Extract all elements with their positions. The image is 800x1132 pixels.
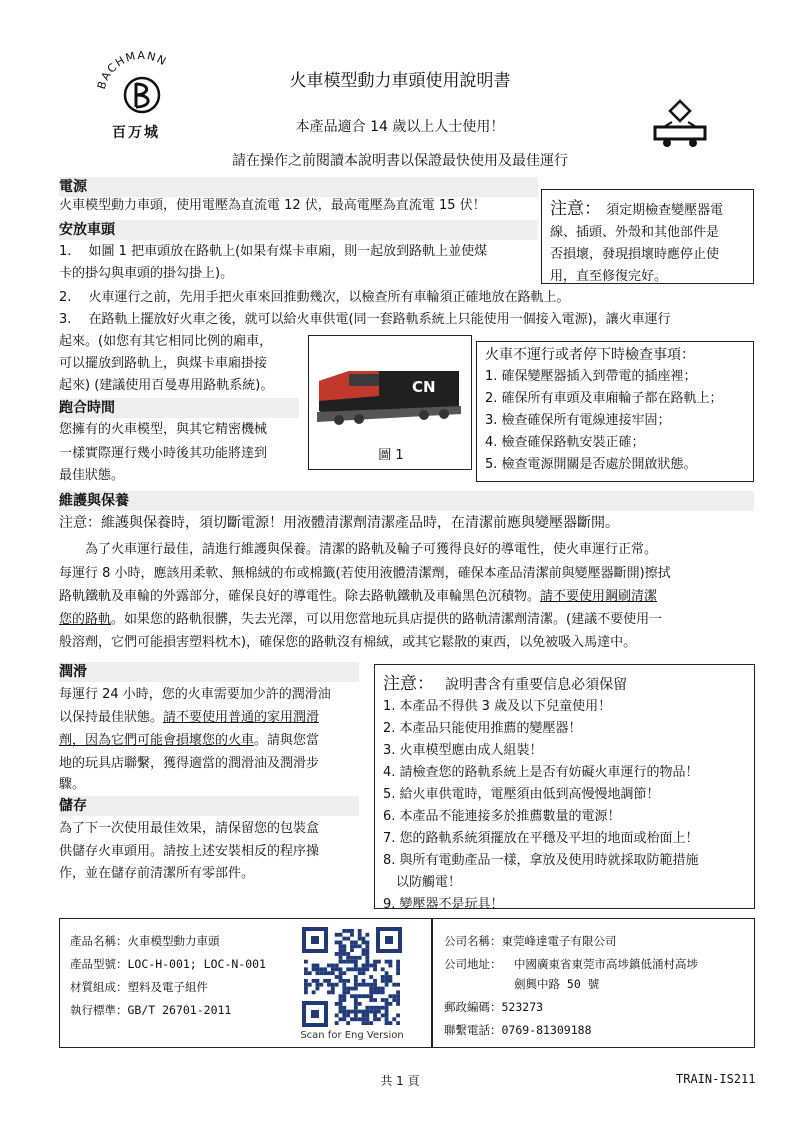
loco-mark: CN xyxy=(412,378,436,396)
figure-1 xyxy=(308,335,472,470)
product-info-box xyxy=(59,918,755,1048)
notice-item: 8. 與所有電動產品一樣，拿放及使用時就採取防範措施 xyxy=(383,853,699,868)
maint-text: 。如果您的路軌很髒，失去光澤，可以用您當地玩具店提供的路軌清潔劑清潔。(建議不要使用一 xyxy=(111,612,663,627)
troubleshoot-item: 4. 檢查確保路軌安裝正確； xyxy=(485,435,645,450)
notice-line: 線、插頭、外殼和其他部件是 xyxy=(550,225,720,240)
lube-underlined: 劑，因為它們可能會損壞您的火車 xyxy=(59,733,255,748)
maint-underlined: 請不要使用鋼刷清潔 xyxy=(540,589,658,604)
storage-line: 為了下一次使用最佳效果，請保留您的包裝盒 xyxy=(59,821,320,836)
lube-text: 以保持最佳狀態。 xyxy=(59,710,164,725)
maint-underlined: 您的路軌 xyxy=(59,612,112,627)
lube-line xyxy=(59,730,319,752)
product-material: 材質組成：塑料及電子組件 xyxy=(70,980,208,994)
maint-heading: 維護與保養 xyxy=(59,491,754,511)
logo-arc-text: BACHMANN xyxy=(94,48,170,91)
notice-title: 注意： xyxy=(550,199,601,219)
troubleshoot-item: 5. 檢查電源開關是否處於開啟狀態。 xyxy=(485,457,697,472)
product-standard: 執行標準：GB/T 26701-2011 xyxy=(70,1003,232,1017)
install-line: 3. 在路軌上擺放好火車之後，就可以給火車供電(同一套路軌系統上只能使用一個接入電源)，讓火車運行 xyxy=(59,312,671,327)
company-address-label: 公司地址： xyxy=(444,957,502,971)
notice-line: 須定期檢查變壓器電 xyxy=(606,203,724,218)
page-title: 火車模型動力車頭使用說明書 xyxy=(289,71,511,91)
notice-subtitle: 說明書含有重要信息必須保留 xyxy=(445,677,628,693)
storage-heading: 儲存 xyxy=(59,796,359,816)
runin-line: 最佳狀態。 xyxy=(59,468,125,483)
important-notice-box xyxy=(374,664,755,912)
notice-item: 5. 給火車供電時，電壓須由低到高慢慢地調節！ xyxy=(383,787,660,802)
wagon-icon xyxy=(650,98,710,150)
notice-item: 以防觸電！ xyxy=(383,875,462,890)
troubleshoot-box xyxy=(476,341,754,482)
maintenance-notice-box xyxy=(541,189,754,284)
lube-line: 驟。 xyxy=(59,777,86,792)
maint-text: 路軌鐵軌及車輪的外露部分，確保良好的導電性。除去路軌鐵軌及車輪黑色沉積物。 xyxy=(59,589,541,604)
company-phone: 聯繫電話：0769-81309188 xyxy=(444,1023,592,1037)
install-heading: 安放車頭 xyxy=(59,220,538,240)
storage-line: 供儲存火車頭用。請按上述安裝相反的程序操 xyxy=(59,844,320,859)
troubleshoot-item: 3. 檢查確保所有電線連接牢固； xyxy=(485,413,671,428)
lube-line: 每運行 24 小時，您的火車需要加少許的潤滑油 xyxy=(59,687,331,702)
notice-item: 3. 火車模型應由成人組裝！ xyxy=(383,743,543,758)
power-heading: 電源 xyxy=(59,177,538,197)
notice-item: 9. 變壓器不是玩具！ xyxy=(383,897,504,912)
lube-text: 。請與您當 xyxy=(254,733,320,748)
locomotive-image xyxy=(309,336,471,431)
troubleshoot-title: 火車不運行或者停下時檢查事項： xyxy=(485,347,695,363)
divider xyxy=(431,919,433,1047)
maint-warning: 注意：維護與保養時，須切斷電源！用液體清潔劑清潔產品時，在清潔前應與變壓器斷開。 xyxy=(59,515,619,531)
lube-line xyxy=(59,707,319,729)
install-line: 2. 火車運行之前，先用手把火車來回推動幾次，以檢查所有車輪須正確地放在路軌上。 xyxy=(59,290,570,305)
install-line: 起來) (建議使用百曼專用路軌系統)。 xyxy=(59,378,274,393)
product-model: 產品型號：LOC-H-001; LOC-N-001 xyxy=(70,957,266,971)
lube-underlined: 請不要使用普通的家用潤滑 xyxy=(163,710,320,725)
product-name: 產品名稱：火車模型動力車頭 xyxy=(70,934,220,948)
power-text: 火車模型動力車頭，使用電壓為直流電 12 伏，最高電壓為直流電 15 伏！ xyxy=(59,198,486,213)
age-notice: 本產品適合 14 歲以上人士使用！ xyxy=(295,119,505,135)
install-line: 卡的掛勾與車頭的掛勾掛上)。 xyxy=(59,266,234,281)
company-name: 公司名稱：東莞峰達電子有限公司 xyxy=(444,934,617,948)
maint-line: 為了火車運行最佳，請進行維護與保養。清潔的路軌及輪子可獲得良好的導電性，使火車運行正常。 xyxy=(59,542,658,557)
notice-title: 注意： xyxy=(383,674,434,694)
maint-line: 每運行 8 小時，應該用柔軟、無棉絨的布或棉籤(若使用液體清潔劑，確保本產品清潔前與變壓器斷開)擦拭 xyxy=(59,566,671,581)
runin-line: 您擁有的火車模型，與其它精密機械 xyxy=(59,422,268,437)
figure-caption: 圖 1 xyxy=(378,448,404,463)
runin-line: 一樣實際運行幾小時後其功能將達到 xyxy=(59,446,268,461)
storage-line: 作，並在儲存前清潔所有零部件。 xyxy=(59,866,255,881)
maint-line xyxy=(59,609,662,631)
notice-line: 用，直至修復完好。 xyxy=(550,269,668,284)
qr-code[interactable] xyxy=(300,925,404,1029)
company-postcode: 郵政編碼：523273 xyxy=(444,1000,544,1014)
install-line: 1. 如圖 1 把車頭放在路軌上(如果有煤卡車廂，則一起放到路軌上並使煤 xyxy=(59,244,488,259)
company-address: 劍興中路 50 號 xyxy=(514,977,600,991)
troubleshoot-item: 2. 確保所有車頭及車廂輪子都在路軌上； xyxy=(485,391,723,406)
notice-item: 1. 本產品不得供 3 歲及以下兒童使用！ xyxy=(383,699,612,714)
notice-line: 否損壞，發現損壞時應停止使 xyxy=(550,247,720,262)
notice-item: 2. 本產品只能使用推薦的變壓器！ xyxy=(383,721,582,736)
runin-heading: 跑合時間 xyxy=(59,398,299,418)
notice-item: 4. 請檢查您的路軌系統上是否有妨礙火車運行的物品！ xyxy=(383,765,699,780)
qr-caption: Scan for Eng Version xyxy=(300,1030,404,1041)
notice-item: 7. 您的路軌系統須擺放在平穩及平坦的地面或枱面上！ xyxy=(383,831,699,846)
read-notice: 請在操作之前閱讀本說明書以保證最快使用及最佳運行 xyxy=(232,153,568,169)
install-line: 起來。(如您有其它相同比例的廂車， xyxy=(59,334,273,349)
maint-line: 般溶劑，它們可能損害塑料枕木)，確保您的路軌沒有棉絨，或其它鬆散的東西，以免被吸入馬達中。 xyxy=(59,635,637,650)
notice-item: 6. 本產品不能連接多於推薦數量的電源！ xyxy=(383,809,621,824)
install-line: 可以擺放到路軌上，與煤卡車廂掛接 xyxy=(59,356,268,371)
company-address: 中國廣東省東莞市高埗鎮低涌村高埗 xyxy=(514,957,698,971)
page-count: 共 1 頁 xyxy=(380,1074,420,1088)
maint-line xyxy=(59,586,657,608)
lube-heading: 潤滑 xyxy=(59,662,359,682)
troubleshoot-item: 1. 確保變壓器插入到帶電的插座裡； xyxy=(485,369,697,384)
logo-cn-name: 百万城 xyxy=(112,125,160,141)
doc-code: TRAIN-IS211 xyxy=(676,1072,756,1086)
lube-line: 地的玩具店聯繫，獲得適當的潤滑油及潤滑步 xyxy=(59,756,320,771)
